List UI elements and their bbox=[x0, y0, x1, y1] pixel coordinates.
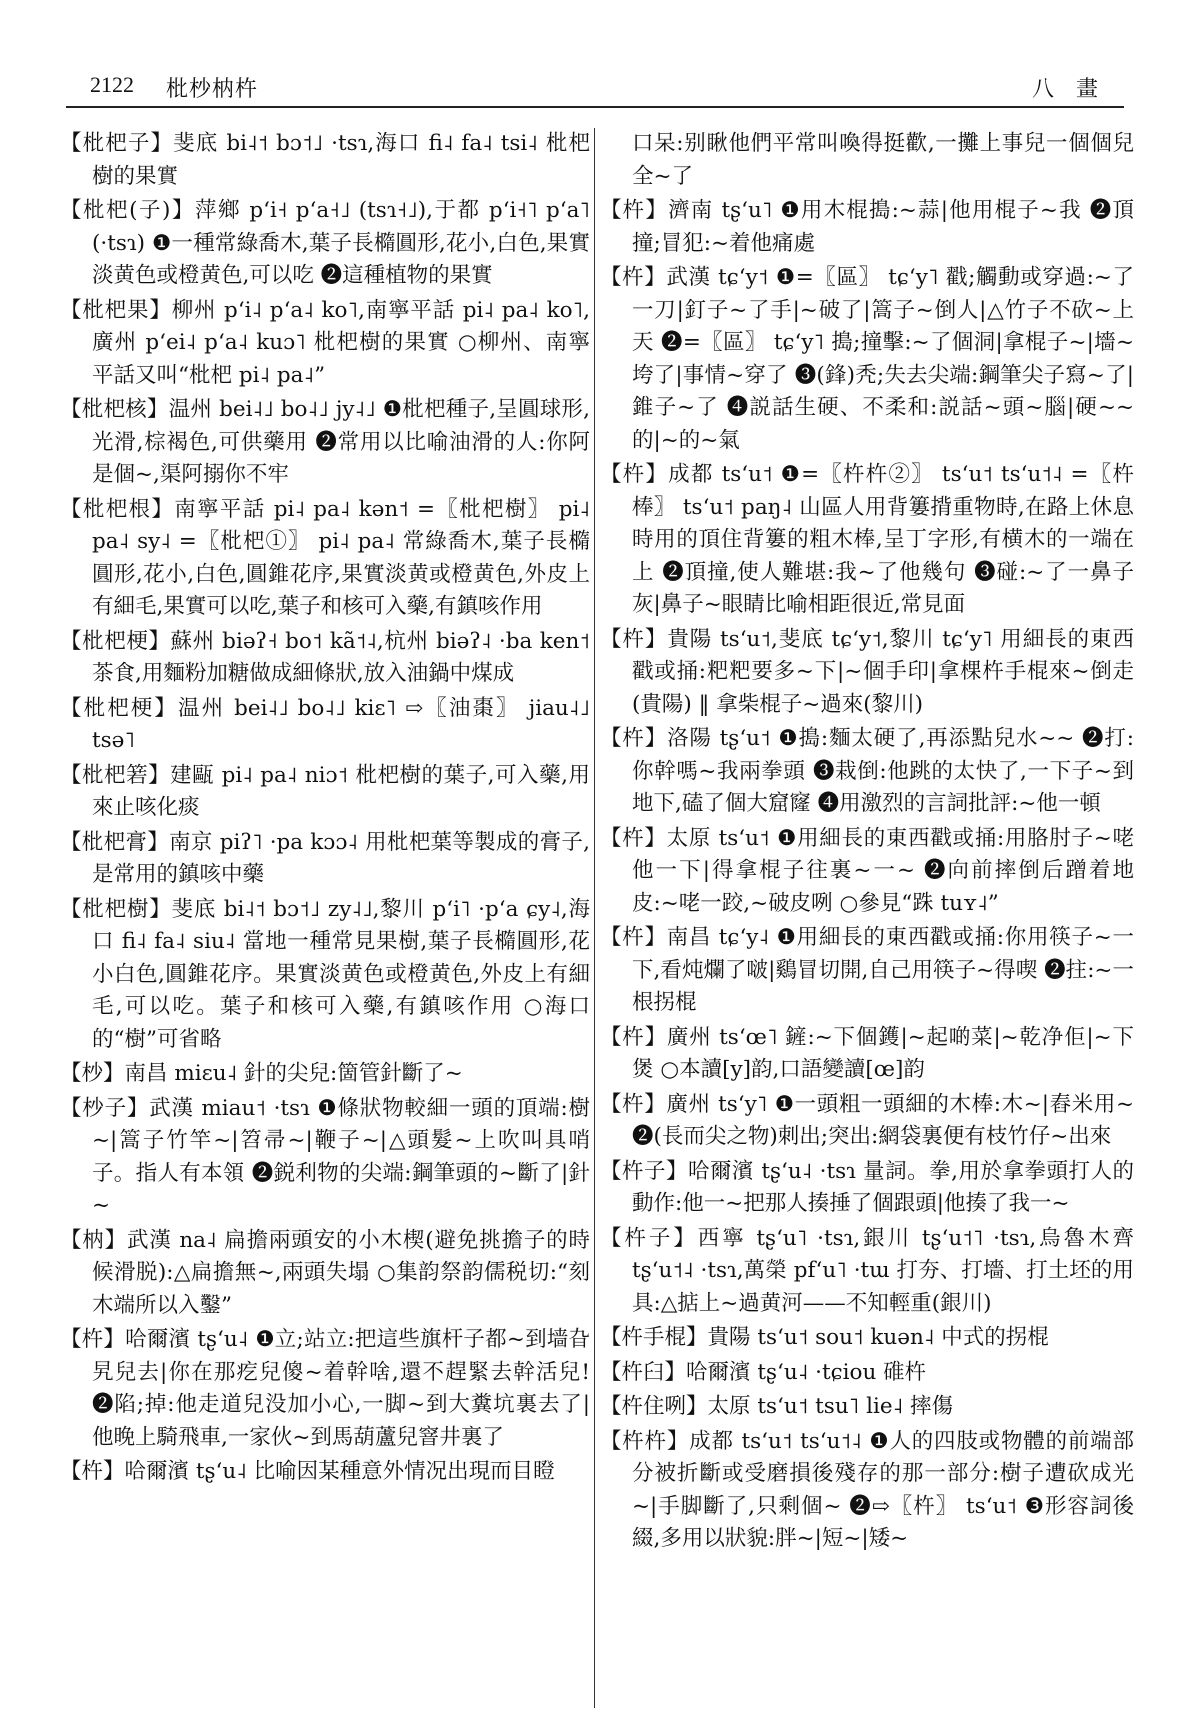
dictionary-entry bbox=[60, 128, 590, 193]
entry-headword: 【杵住咧】 bbox=[600, 1394, 708, 1419]
entry-definition: 口呆:别瞅他們平常叫喚得挺歡,一攤上事兒一個個兒全~了 bbox=[632, 131, 1134, 189]
dictionary-entry bbox=[60, 1093, 590, 1223]
dictionary-entry bbox=[600, 128, 1134, 193]
entry-headword: 【杵】 bbox=[600, 726, 668, 751]
entry-definition: 洛陽 tʂʻu˦ ❶搗:麵太硬了,再添點兒水~~ ❷打:你幹嗎~我兩拳頭 ❸栽倒:他跳的太快了,一下子~到地下,磕了個大窟窿 ❹用激烈的言詞批評:~他一頓 bbox=[632, 726, 1134, 816]
entry-definition: 武漢 na˨ 扁擔兩頭安的小木楔(避免挑擔子的時候滑脱):△扁擔無~,兩頭失塌 ○集韵祭韵儒税切:“刻木端所以入鑿” bbox=[92, 1227, 590, 1318]
entry-headword: 【杪】 bbox=[60, 1061, 125, 1086]
entry-definition: 温州 bei˨˩ bo˨˩ jy˨˩ ❶枇杷種子,呈圓球形,光滑,棕褐色,可供藥用 ❷常用以比喻油滑的人:你阿是個~,渠阿搦你不牢 bbox=[92, 397, 590, 487]
page-header bbox=[66, 60, 1124, 108]
entry-definition: 斐底 bi˨˦ bɔ˦˩ zy˨˩,黎川 pʻi˥ ·pʻa ɕy˨,海口 fi˨ fa˨ siu˨ 當地一種常見果樹,葉子長橢圓形,花小白色,圓錐花序。果實淡黄色或橙黄色,外皮上有細毛,可以吃。葉子和核可入藥,有鎮咳作用 ○海口的“樹”可省略 bbox=[92, 896, 590, 1052]
entry-headword: 【杵】 bbox=[600, 825, 667, 851]
dictionary-entry bbox=[600, 1156, 1134, 1221]
dictionary-entry bbox=[60, 295, 590, 393]
entry-headword: 【枇杷梗】 bbox=[60, 695, 179, 721]
entry-definition: 武漢 miau˦ ·tsɿ ❶條狀物較細一頭的頂端:樹~|篙子竹竿~|笤帚~|鞭子~|△頭髮~上吹叫具哨子。指人有本領 ❷鋭利物的尖端:鋼筆頭的~斷了|針~ bbox=[92, 1095, 590, 1218]
dictionary-entry bbox=[60, 760, 590, 825]
entry-definition: 太原 tsʻu˦ tsu˥ lie˨ 摔傷 bbox=[707, 1394, 954, 1419]
entry-headword: 【杵子】 bbox=[600, 1158, 688, 1184]
entry-headword: 【杵】 bbox=[600, 1024, 667, 1050]
entry-definition: 貴陽 tsʻu˦ sou˦ kuən˨ 中式的拐棍 bbox=[707, 1325, 1049, 1350]
entry-definition: 斐底 bi˨˦ bɔ˦˩ ·tsɿ,海口 fi˨ fa˨ tsi˨ 枇杷樹的果實 bbox=[92, 131, 590, 189]
entry-headword: 【杵杵】 bbox=[600, 1428, 690, 1454]
entry-definition: 哈爾濱 tʂʻu˨ ·tɕiou 碓杵 bbox=[686, 1359, 927, 1385]
dictionary-entry bbox=[600, 1357, 1134, 1390]
entry-headword: 【枇杷(子)】 bbox=[60, 198, 195, 223]
entry-definition: 貴陽 tsʻu˦,斐底 tɕʻy˦,黎川 tɕʻy˥ 用細長的東西戳或捅:粑粑要多~下|~個手印|拿棵杵手棍來~倒走(貴陽) ‖ 拿柴棍子~過來(黎川) bbox=[632, 626, 1134, 717]
dictionary-entry bbox=[600, 1426, 1134, 1556]
entry-headword: 【杵】 bbox=[600, 1091, 667, 1117]
entry-headword: 【杵】 bbox=[600, 462, 669, 487]
dictionary-entry bbox=[600, 624, 1134, 722]
entry-headword: 【枇杷子】 bbox=[60, 131, 174, 156]
entry-headword: 【枇杷果】 bbox=[60, 297, 172, 323]
entry-headword: 【枇杷根】 bbox=[60, 496, 175, 522]
running-head-words: 枇杪枘杵 bbox=[166, 77, 259, 102]
entry-definition: 南寧平話 pi˨ pa˨ kən˦ =〖枇杷樹〗 pi˨ pa˨ sy˨ =〖枇杷①〗 pi˨ pa˨ 常綠喬木,葉子長橢圓形,花小,白色,圓錐花序,果實淡黄或橙黄色,外皮上有細毛,果實可以吃,葉子和核可入藥,有鎮咳作用 bbox=[92, 496, 590, 619]
entry-headword: 【枘】 bbox=[60, 1227, 127, 1253]
dictionary-entry bbox=[60, 394, 590, 492]
entry-definition: 萍鄉 pʻi˧ pʻa˧˩ (tsɿ˧˩),于都 pʻi˧˥ pʻa˥ (·tsɿ) ❶一種常綠喬木,葉子長橢圓形,花小,白色,果實淡黄色或橙黄色,可以吃 ❷這種植物的果實 bbox=[92, 198, 590, 288]
entry-definition: 成都 tsʻu˦ tsʻu˦˨ ❶人的四肢或物體的前端部分被折斷或受磨損後殘存的那一部分:樹子遭砍成光~|手脚斷了,只剩個~ ❷⇨〖杵〗 tsʻu˦ ❸形容詞後綴,多用以狀貌:胖~|短~|矮~ bbox=[632, 1428, 1134, 1551]
entry-headword: 【杵】 bbox=[600, 626, 668, 652]
entry-definition: 柳州 pʻi˨ pʻa˨ ko˥,南寧平話 pi˨ pa˨ ko˥,廣州 pʻei˨ pʻa˨ kuɔ˥ 枇杷樹的果實 ○柳州、南寧平話又叫“枇杷 pi˨ pa˨” bbox=[92, 297, 590, 388]
dictionary-entry bbox=[60, 626, 590, 691]
entry-definition: 南昌 miɛu˨ 針的尖兒:箇管針斷了~ bbox=[124, 1061, 463, 1086]
entry-definition: 南京 piʔ˥ ·pa kɔɔ˨ 用枇杷葉等製成的膏子,是常用的鎮咳中藥 bbox=[92, 829, 590, 887]
entry-headword: 【杵】 bbox=[60, 1327, 126, 1352]
entry-definition: 哈爾濱 tʂʻu˨ 比喻因某種意外情况出現而目瞪 bbox=[124, 1459, 555, 1484]
entry-definition: 哈爾濱 tʂʻu˨ ❶立;站立:把這些旗杆子都~到墙旮旯兒去|你在那疙兒傻~着幹啥,還不趕緊去幹活兒! ❷陷;掉:他走道兒没加小心,一脚~到大糞坑裏去了|他晚上騎飛車,一家伙~到馬葫蘆兒窨井裏了 bbox=[92, 1327, 590, 1450]
entry-definition: 廣州 tsʻy˥ ❶一頭粗一頭細的木棒:木~|舂米用~ ❷(長而尖之物)刺出;突出:網袋裏便有枝竹仔~出來 bbox=[632, 1091, 1134, 1149]
dictionary-entry bbox=[60, 1456, 590, 1489]
entry-definition: 武漢 tɕʻy˦ ❶=〖區〗 tɕʻy˥ 戳;觸動或穿過:~了一刀|釘子~了手|~破了|篙子~倒人|△竹子不砍~上天 ❷=〖區〗 tɕʻy˥ 搗;撞擊:~了個洞|拿棍子~|墻~垮了|事情~穿了 ❸(鋒)秃;失去尖端:鋼筆尖子寫~了|錐子~了 ❹説話生硬、不柔和:説話~頭~腦|硬~~的|~的~氣 bbox=[632, 265, 1134, 453]
entry-definition: 太原 tsʻu˦ ❶用細長的東西戳或捅:用胳肘子~咾他一下|得拿棍子往裏~一~ ❷向前摔倒后蹭着地皮:~咾一跤,~破皮咧 ○參見“跦 tuʏ˨” bbox=[632, 825, 1134, 916]
entry-headword: 【枇杷梗】 bbox=[60, 628, 171, 654]
column-divider bbox=[594, 128, 595, 1708]
dictionary-entry bbox=[600, 823, 1134, 921]
dictionary-entry bbox=[60, 1324, 590, 1454]
entry-definition: 西寧 tʂʻu˥ ·tsɿ,銀川 tʂʻu˦˥ ·tsɿ,烏魯木齊 tʂʻu˦˨ ·tsɿ,萬榮 pfʻu˥ ·tɯ 打夯、打墻、打土坯的用具:△掂上~過黄河——不知輕重(銀川) bbox=[632, 1225, 1134, 1316]
right-column bbox=[600, 128, 1134, 1718]
left-column bbox=[60, 128, 590, 1718]
dictionary-entry bbox=[600, 195, 1134, 260]
dictionary-entry bbox=[600, 1022, 1134, 1087]
entry-headword: 【杵子】 bbox=[600, 1225, 698, 1251]
entry-definition: 温州 bei˨˩ bo˨˩ kiɛ˥ ⇨〖油棗〗 jiau˨˩ tsə˥ bbox=[92, 695, 590, 753]
dictionary-entry bbox=[600, 922, 1134, 1020]
dictionary-entry bbox=[60, 1058, 590, 1091]
entry-definition: 濟南 tʂʻu˥ ❶用木棍搗:~蒜|他用棍子~我 ❷頂撞;冒犯:~着他痛處 bbox=[632, 198, 1134, 256]
entry-headword: 【杵】 bbox=[600, 925, 667, 950]
dictionary-entry bbox=[60, 693, 590, 758]
dictionary-entry bbox=[60, 894, 590, 1057]
dictionary-entry bbox=[600, 723, 1134, 821]
entry-headword: 【枇杷箬】 bbox=[60, 762, 171, 788]
entry-definition: 哈爾濱 tʂʻu˨ ·tsɿ 量詞。拳,用於拿拳頭打人的動作:他一~把那人揍捶了個跟頭|他揍了我一~ bbox=[632, 1158, 1134, 1216]
entry-headword: 【杵臼】 bbox=[600, 1359, 687, 1385]
dictionary-entry bbox=[60, 1225, 590, 1323]
entry-definition: 蘇州 biəʔ˧ bo˦ kã˦˨,杭州 biəʔ˨ ·ba ken˦ 茶食,用麵粉加糖做成細條狀,放入油鍋中煤成 bbox=[92, 628, 590, 686]
entry-headword: 【杪子】 bbox=[60, 1095, 150, 1121]
dictionary-entry bbox=[600, 1322, 1134, 1355]
dictionary-entry bbox=[60, 195, 590, 293]
dictionary-entry bbox=[600, 262, 1134, 457]
entry-definition: 廣州 tsʻœ˥ 鏟:~下個鑊|~起啲菜|~乾净佢|~下煲 ○本讀[y]韵,口語變讀[œ]韵 bbox=[632, 1024, 1134, 1082]
entry-definition: 成都 tsʻu˦ ❶=〖杵杵②〗 tsʻu˦ tsʻu˦˨ =〖杵棒〗 tsʻu˦ paŋ˨ 山區人用背簍揹重物時,在路上休息時用的頂住背簍的粗木棒,呈丁字形,有横木的一端在上 ❷頂撞,使人難堪:我~了他幾句 ❸碰:~了一鼻子灰|鼻子~眼睛比喻相距很近,常見面 bbox=[632, 462, 1134, 617]
entry-definition: 南昌 tɕʻy˨ ❶用細長的東西戳或捅:你用筷子~一下,看炖爛了啵|鷄冒切開,自己用筷子~得喫 ❷拄:~一根拐棍 bbox=[632, 925, 1134, 1015]
entry-headword: 【杵】 bbox=[600, 265, 667, 290]
dictionary-entry bbox=[600, 1223, 1134, 1321]
entry-headword: 【杵手棍】 bbox=[600, 1325, 708, 1350]
entry-headword: 【枇杷膏】 bbox=[60, 829, 170, 855]
entry-definition: 建甌 pi˨ pa˨ niɔ˦ 枇杷樹的葉子,可入藥,用來止咳化痰 bbox=[92, 762, 590, 820]
dictionary-entry bbox=[600, 1089, 1134, 1154]
entry-headword: 【枇杷核】 bbox=[60, 397, 169, 422]
dictionary-entry bbox=[600, 459, 1134, 622]
dictionary-entry bbox=[600, 1391, 1134, 1424]
section-label: 八畫 bbox=[1031, 77, 1120, 102]
dictionary-entry bbox=[60, 827, 590, 892]
entry-headword: 【杵】 bbox=[60, 1459, 125, 1484]
page-number: 2122 bbox=[90, 72, 134, 97]
entry-headword: 【杵】 bbox=[600, 198, 669, 223]
dictionary-entry bbox=[60, 494, 590, 624]
entry-headword: 【枇杷樹】 bbox=[60, 896, 172, 922]
